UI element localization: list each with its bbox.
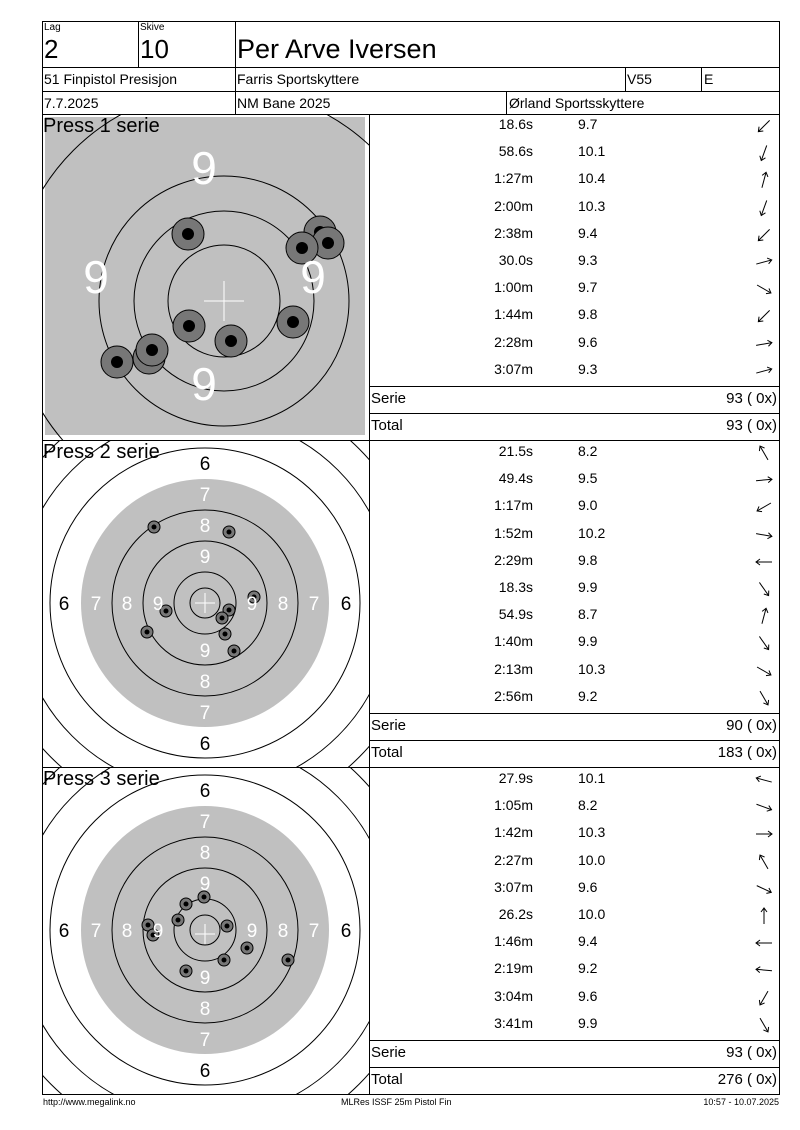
- shot-direction-arrow-icon: [752, 607, 776, 625]
- shot-direction-arrow-icon: [752, 880, 776, 898]
- shot-direction-arrow-icon: [752, 199, 776, 217]
- shot-direction-arrow-icon: [752, 471, 776, 489]
- shot-direction-arrow-icon: [752, 362, 776, 380]
- header-col-main: [235, 21, 236, 115]
- shot-time: 2:29m: [494, 551, 533, 568]
- shot-direction-arrow-icon: [752, 934, 776, 952]
- competition-name: NM Bane 2025: [237, 95, 331, 111]
- shot-direction-arrow-icon: [752, 144, 776, 162]
- shot-score: 10.1: [578, 770, 606, 786]
- organizer-name: Ørland Sportsskyttere: [509, 95, 645, 111]
- s2-summary-line-top: [369, 713, 780, 714]
- shot-time: 1:42m: [494, 824, 533, 841]
- header-divider-2: [42, 91, 780, 92]
- t2-bottom-8: 8: [199, 672, 211, 693]
- t3-top-8: 8: [199, 843, 211, 864]
- shot-time: 3:04m: [494, 987, 533, 1004]
- shot-direction-arrow-icon: [752, 989, 776, 1007]
- shot-direction-arrow-icon: [752, 853, 776, 871]
- shooter-group: E: [704, 71, 714, 87]
- footer-url[interactable]: http://www.megalink.no: [43, 1097, 136, 1107]
- shot-score: 10.2: [578, 524, 606, 541]
- s1-total-value: 93 ( 0x): [726, 417, 777, 434]
- s1-summary-line-mid: [369, 413, 780, 414]
- t3-right-8: 8: [277, 921, 289, 942]
- shot-direction-arrow-icon: [752, 253, 776, 271]
- t2-left-8: 8: [121, 594, 133, 615]
- t2-left-6: 6: [58, 594, 70, 615]
- shot-time: 3:41m: [494, 1014, 533, 1031]
- shot-score: 9.3: [578, 360, 598, 377]
- shot-score: 9.3: [578, 252, 598, 268]
- shot-score: 9.9: [578, 1014, 598, 1031]
- target-1-label-bottom: 9: [191, 358, 217, 410]
- shot-score: 10.1: [578, 143, 606, 160]
- s1-total-label: Total: [371, 417, 403, 434]
- shot-direction-arrow-icon: [752, 798, 776, 816]
- shot-time: 2:13m: [494, 660, 533, 677]
- t2-top-6: 6: [199, 454, 211, 475]
- frame-right: [779, 21, 780, 1095]
- shot-score: 9.4: [578, 933, 598, 950]
- shot-direction-arrow-icon: [752, 226, 776, 244]
- shot-score: 9.7: [578, 116, 598, 132]
- header-divider-1: [42, 67, 780, 68]
- footer-software: MLRes ISSF 25m Pistol Fin: [341, 1097, 452, 1107]
- s3-summary-line-mid: [369, 1067, 780, 1068]
- shot-time: 1:05m: [494, 797, 533, 814]
- t2-top-9: 9: [199, 547, 211, 568]
- target-series-1: [43, 115, 369, 440]
- target-1-label-top: 9: [191, 142, 217, 194]
- header-col-group: [701, 67, 702, 91]
- shot-time: 3:07m: [494, 360, 533, 377]
- t2-top-7: 7: [199, 485, 211, 506]
- shot-time: 1:40m: [494, 633, 533, 650]
- s3-total-label: Total: [371, 1071, 403, 1088]
- shot-direction-arrow-icon: [752, 961, 776, 979]
- shot-direction-arrow-icon: [752, 907, 776, 925]
- shot-time: 3:07m: [494, 878, 533, 895]
- shot-score: 9.0: [578, 497, 598, 514]
- shot-score: 9.7: [578, 279, 598, 296]
- shot-time: 1:44m: [494, 306, 533, 323]
- skive-label: Skive: [140, 22, 165, 33]
- t3-left-8: 8: [121, 921, 133, 942]
- t3-left-6: 6: [58, 921, 70, 942]
- shot-time: 1:52m: [494, 524, 533, 541]
- shot-score: 10.4: [578, 170, 606, 187]
- shot-time: 2:00m: [494, 197, 533, 214]
- shot-score: 10.3: [578, 660, 606, 677]
- target-1-label-left: 9: [83, 251, 109, 303]
- shot-score: 8.2: [578, 443, 598, 459]
- shot-direction-arrow-icon: [752, 553, 776, 571]
- t3-bottom-6: 6: [199, 1061, 211, 1082]
- series-1-title: Press 1 serie: [43, 115, 160, 137]
- shot-direction-arrow-icon: [752, 117, 776, 135]
- shot-time: 30.0s: [498, 252, 533, 268]
- shot-score: 10.0: [578, 906, 606, 922]
- header-col-class: [625, 67, 626, 91]
- target-series-2: [43, 441, 369, 767]
- t3-top-9: 9: [199, 874, 211, 895]
- club-name: Farris Sportskyttere: [237, 71, 360, 87]
- shot-direction-arrow-icon: [752, 825, 776, 843]
- s2-summary-line-mid: [369, 740, 780, 741]
- lag-value: 2: [44, 34, 59, 64]
- s1-summary-line-top: [369, 386, 780, 387]
- shot-time: 1:00m: [494, 279, 533, 296]
- t3-left-7: 7: [90, 921, 102, 942]
- t3-left-9: 9: [152, 921, 164, 942]
- shot-direction-arrow-icon: [752, 444, 776, 462]
- shot-time: 27.9s: [498, 770, 533, 786]
- t3-right-7: 7: [308, 921, 320, 942]
- shot-direction-arrow-icon: [752, 662, 776, 680]
- shot-time: 2:27m: [494, 851, 533, 868]
- target-1-label-right: 9: [300, 251, 326, 303]
- shot-time: 54.9s: [498, 606, 533, 623]
- competition-date: 7.7.2025: [44, 95, 99, 111]
- shot-score: 9.2: [578, 687, 598, 704]
- shot-direction-arrow-icon: [752, 634, 776, 652]
- shot-time: 2:38m: [494, 224, 533, 241]
- t2-bottom-9: 9: [199, 641, 211, 662]
- t2-left-9: 9: [152, 594, 164, 615]
- shot-time: 18.6s: [498, 116, 533, 132]
- s3-serie-value: 93 ( 0x): [726, 1044, 777, 1061]
- series-3-title: Press 3 serie: [43, 768, 160, 790]
- shot-direction-arrow-icon: [752, 280, 776, 298]
- t3-top-7: 7: [199, 812, 211, 833]
- t2-right-7: 7: [308, 594, 320, 615]
- shot-time: 1:17m: [494, 497, 533, 514]
- shot-time: 2:56m: [494, 687, 533, 704]
- shot-score: 9.8: [578, 551, 598, 568]
- t2-right-8: 8: [277, 594, 289, 615]
- series-2-title: Press 2 serie: [43, 441, 160, 463]
- shot-direction-arrow-icon: [752, 1016, 776, 1034]
- event-name: 51 Finpistol Presisjon: [44, 71, 178, 87]
- shot-score: 8.2: [578, 797, 598, 814]
- t3-bottom-8: 8: [199, 999, 211, 1020]
- t2-bottom-6: 6: [199, 734, 211, 755]
- target-series-3: [43, 768, 369, 1094]
- shot-direction-arrow-icon: [752, 580, 776, 598]
- s2-serie-value: 90 ( 0x): [726, 717, 777, 734]
- t3-right-6: 6: [340, 921, 352, 942]
- shot-time: 49.4s: [498, 470, 533, 487]
- shot-score: 10.3: [578, 824, 606, 841]
- t2-right-6: 6: [340, 594, 352, 615]
- header-col-lag: [138, 21, 139, 68]
- shot-score: 9.2: [578, 960, 598, 977]
- target-column-divider: [369, 114, 370, 1095]
- s1-serie-value: 93 ( 0x): [726, 390, 777, 407]
- shot-time: 21.5s: [498, 443, 533, 459]
- shot-direction-arrow-icon: [752, 526, 776, 544]
- t2-bottom-7: 7: [199, 703, 211, 724]
- shot-time: 1:46m: [494, 933, 533, 950]
- t2-top-8: 8: [199, 516, 211, 537]
- t3-right-9: 9: [246, 921, 258, 942]
- shot-score: 9.9: [578, 579, 598, 595]
- shot-time: 1:27m: [494, 170, 533, 187]
- shot-time: 58.6s: [498, 143, 533, 160]
- shot-time: 2:28m: [494, 333, 533, 350]
- s2-total-value: 183 ( 0x): [717, 744, 777, 761]
- shot-direction-arrow-icon: [752, 171, 776, 189]
- shot-score: 9.9: [578, 633, 598, 650]
- shot-direction-arrow-icon: [752, 689, 776, 707]
- shot-score: 8.7: [578, 606, 598, 623]
- t2-left-7: 7: [90, 594, 102, 615]
- t3-bottom-9: 9: [199, 968, 211, 989]
- frame-bottom: [42, 1094, 780, 1095]
- shot-score: 9.8: [578, 306, 598, 323]
- shot-time: 18.3s: [498, 579, 533, 595]
- shot-score: 9.6: [578, 987, 598, 1004]
- s3-summary-line-top: [369, 1040, 780, 1041]
- t3-top-6: 6: [199, 781, 211, 802]
- shooter-class: V55: [627, 71, 652, 87]
- shot-direction-arrow-icon: [752, 498, 776, 516]
- t3-bottom-7: 7: [199, 1030, 211, 1051]
- skive-value: 10: [140, 34, 169, 64]
- shot-score: 9.5: [578, 470, 598, 487]
- shot-score: 9.6: [578, 878, 598, 895]
- s3-serie-label: Serie: [371, 1044, 407, 1061]
- shot-direction-arrow-icon: [752, 307, 776, 325]
- s3-total-value: 276 ( 0x): [717, 1071, 777, 1088]
- shot-direction-arrow-icon: [752, 335, 776, 353]
- header-col-org: [506, 91, 507, 115]
- s2-total-label: Total: [371, 744, 403, 761]
- footer-timestamp: 10:57 - 10.07.2025: [703, 1097, 779, 1107]
- shot-time: 2:19m: [494, 960, 533, 977]
- shot-score: 10.0: [578, 851, 606, 868]
- shot-direction-arrow-icon: [752, 771, 776, 789]
- shot-score: 9.6: [578, 333, 598, 350]
- s1-serie-label: Serie: [371, 390, 407, 407]
- shooter-name: Per Arve Iversen: [237, 34, 437, 64]
- shot-score: 10.3: [578, 197, 606, 214]
- t2-right-9: 9: [246, 594, 258, 615]
- lag-label: Lag: [44, 22, 61, 33]
- s2-serie-label: Serie: [371, 717, 407, 734]
- shot-score: 9.4: [578, 224, 598, 241]
- shot-time: 26.2s: [498, 906, 533, 922]
